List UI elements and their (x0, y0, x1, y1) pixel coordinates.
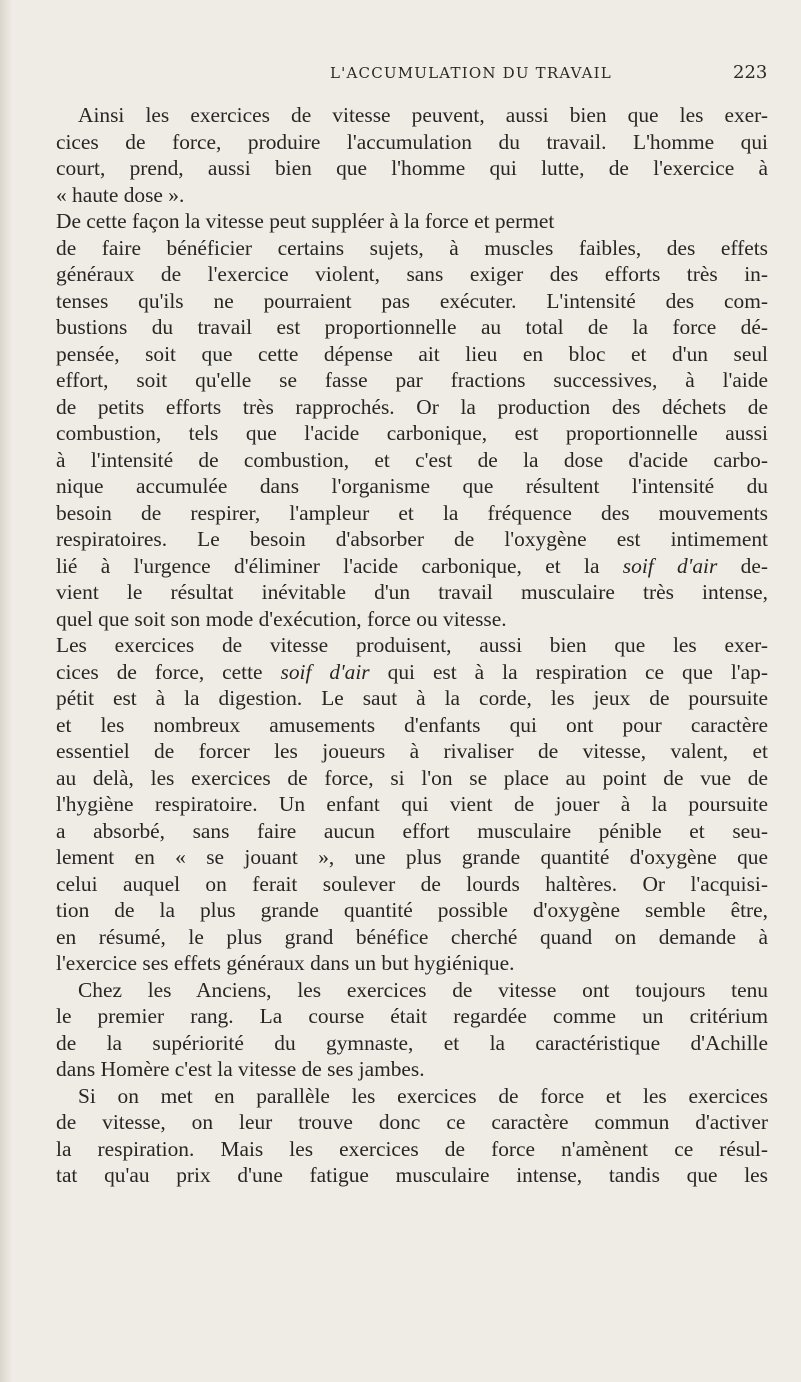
text-line (56, 553, 768, 580)
text-line: cices de force, produire l'accumulation du travail. L'homme qui (56, 129, 768, 154)
text-line: nique accumulée dans l'organisme que résultent l'intensité du (56, 474, 768, 498)
text-line: Si on met en parallèle les exercices de force et les exercices (78, 1083, 768, 1108)
text-line: respiratoires. Le besoin d'absorber de l'oxygène est intimement (56, 527, 768, 551)
text-fragment: cices de force, cette (56, 659, 263, 684)
text-line: court, prend, aussi bien que l'homme qui lutte, de l'exercice à (56, 156, 768, 180)
text-line: a absorbé, sans faire aucun effort musculaire pénible et seu- (56, 818, 768, 843)
text-line: lement en « se jouant », une plus grande quantité d'oxygène que (56, 845, 768, 869)
paragraph-4 (56, 977, 768, 1083)
text-line: l'hygiène respiratoire. Un enfant qui vient de jouer à la poursuite (56, 792, 768, 816)
paragraph-1 (56, 102, 768, 208)
emphasis-soif-d-air: soif d'air (622, 553, 718, 578)
text-line: tion de la plus grande quantité possible d'oxygène semble être, (56, 898, 768, 922)
paragraph-2 (56, 208, 768, 632)
text-line: quel que soit son mode d'exécution, force ou vitesse. (56, 606, 507, 631)
text-line: de faire bénéficier certains sujets, à muscles faibles, des effets (56, 235, 768, 260)
text-line: Chez les Anciens, les exercices de vitesse ont toujours tenu (78, 977, 768, 1002)
text-line: Ainsi les exercices de vitesse peuvent, aussi bien que les exer- (78, 103, 768, 127)
text-line: le premier rang. La course était regardée comme un critérium (56, 1004, 768, 1028)
text-fragment: lié à l'urgence d'éliminer l'acide carbonique, et la (56, 553, 600, 578)
running-title: L'ACCUMULATION DU TRAVAIL (330, 64, 612, 82)
text-line: pensée, soit que cette dépense ait lieu en bloc et d'un seul (56, 341, 768, 366)
page-gutter-shadow (0, 0, 12, 1382)
text-line: l'exercice ses effets généraux dans un but hygiénique. (56, 951, 515, 975)
text-line: dans Homère c'est la vitesse de ses jambes. (56, 1057, 425, 1081)
text-line: à l'intensité de combustion, et c'est de la dose d'acide carbo- (56, 447, 768, 472)
text-line: la respiration. Mais les exercices de force n'amènent ce résul- (56, 1136, 768, 1161)
emphasis-soif-d-air: soif d'air (280, 659, 370, 684)
text-line: effort, soit qu'elle se fasse par fractions successives, à l'aide (56, 368, 768, 392)
page-header (0, 64, 801, 88)
text-line: de la supériorité du gymnaste, et la caractéristique d'Achille (56, 1030, 768, 1055)
text-line: en résumé, le plus grand bénéfice cherché quand on demande à (56, 924, 768, 949)
text-line: vient le résultat inévitable d'un travail musculaire très intense, (56, 580, 768, 604)
paragraph-5 (56, 1083, 768, 1189)
text-line: de petits efforts très rapprochés. Or la production des déchets de (56, 394, 768, 419)
text-fragment: qui est à la respiration ce que l'ap- (387, 659, 768, 684)
text-line: au delà, les exercices de force, si l'on se place au point de vue de (56, 765, 768, 790)
page-number: 223 (733, 62, 768, 83)
text-line: et les nombreux amusements d'enfants qui ont pour caractère (56, 712, 768, 737)
body-text (56, 102, 768, 1189)
text-line: « haute dose ». (56, 182, 185, 207)
text-line: celui auquel on ferait soulever de lourds haltères. Or l'acquisi- (56, 871, 768, 896)
text-line: Les exercices de vitesse produisent, aussi bien que les exer- (56, 633, 768, 657)
text-line: tenses qu'ils ne pourraient pas exécuter. L'intensité des com- (56, 288, 768, 313)
text-line: pétit est à la digestion. Le saut à la corde, les jeux de poursuite (56, 686, 768, 710)
text-line: tat qu'au prix d'une fatigue musculaire intense, tandis que les (56, 1163, 768, 1187)
text-line: essentiel de forcer les joueurs à rivaliser de vitesse, valent, et (56, 739, 768, 763)
text-line: de vitesse, on leur trouve donc ce caractère commun d'activer (56, 1110, 768, 1134)
text-line: combustion, tels que l'acide carbonique, est proportionnelle aussi (56, 421, 768, 445)
text-line (56, 659, 768, 686)
text-line: bustions du travail est proportionnelle au total de la force dé- (56, 315, 768, 339)
text-line: De cette façon la vitesse peut suppléer à la force et permet (56, 209, 555, 233)
text-line: besoin de respirer, l'ampleur et la fréquence des mouvements (56, 500, 768, 525)
paragraph-3 (56, 632, 768, 977)
text-line: généraux de l'exercice violent, sans exiger des efforts très in- (56, 262, 768, 286)
text-fragment: de- (740, 553, 768, 578)
